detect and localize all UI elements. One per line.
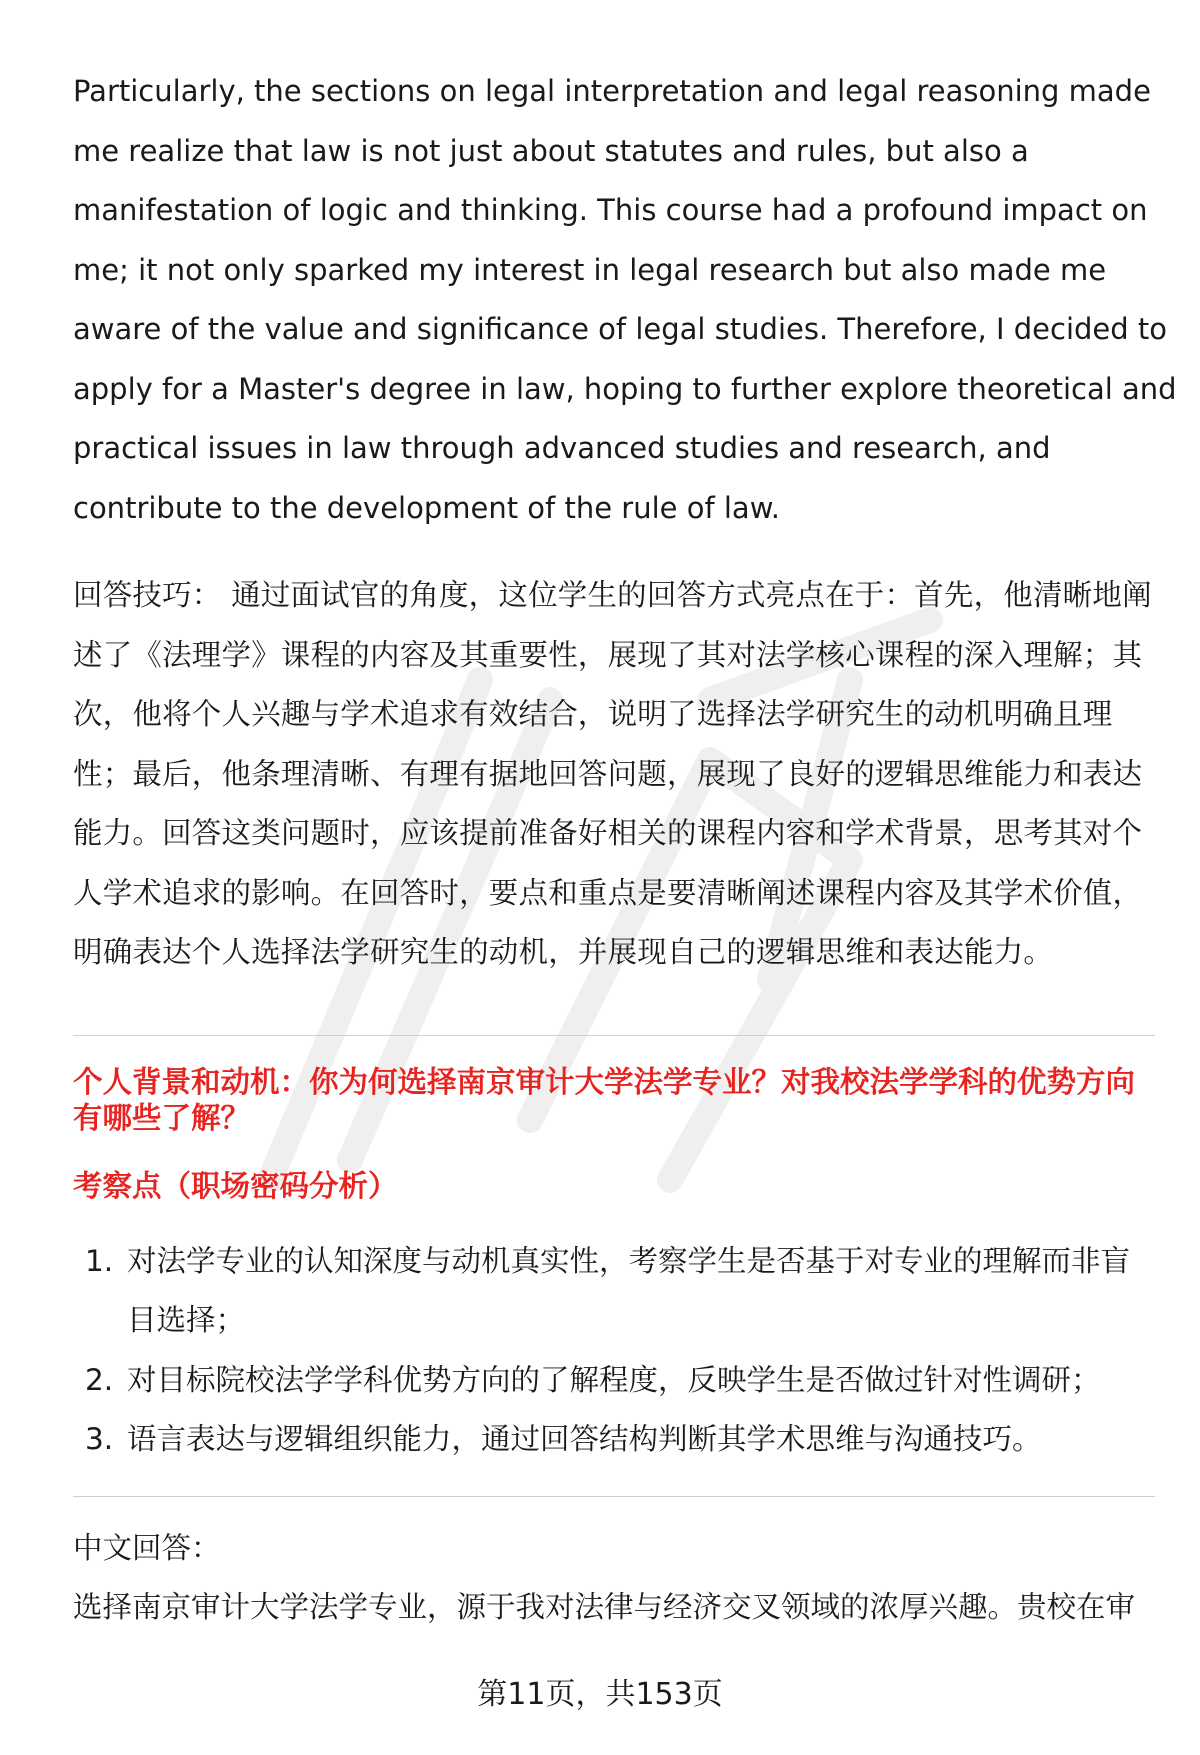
assessment-points-list (73, 1232, 1155, 1470)
document-page (73, 62, 1177, 1638)
list-item-text: 语言表达与逻辑组织能力，通过回答结构判断其学术思维与沟通技巧。 (127, 1422, 1042, 1456)
english-line: aware of the value and significance of legal studies. Therefore, I decided to (73, 312, 1167, 346)
english-line: contribute to the development of the rule of law. (73, 490, 780, 525)
english-line: me realize that law is not just about statutes and rules, but also a (73, 133, 1029, 168)
list-item-number: 2. (85, 1362, 114, 1397)
list-item-text: 目选择； (127, 1303, 246, 1337)
assessment-subtitle: 考察点（职场密码分析） (73, 1168, 398, 1203)
tips-line: 明确表达个人选择法学研究生的动机，并展现自己的逻辑思维和表达能力。 (73, 935, 1054, 969)
tips-line: 性；最后，他条理清晰、有理有据地回答问题，展现了良好的逻辑思维能力和表达 (73, 756, 1143, 791)
english-line: apply for a Master's degree in law, hoping to further explore theoretical and (73, 371, 1177, 406)
tips-line: 人学术追求的影响。在回答时，要点和重点是要清晰阐述课程内容及其学术价值， (73, 875, 1143, 910)
list-item-text: 对法学专业的认知深度与动机真实性，考察学生是否基于对专业的理解而非盲 (127, 1243, 1131, 1278)
tips-line: 能力。回答这类问题时，应该提前准备好相关的课程内容和学术背景，思考其对个 (73, 816, 1143, 850)
tips-line: 回答技巧： 通过面试官的角度，这位学生的回答方式亮点在于：首先，他清晰地阐 (73, 578, 1152, 612)
tips-line: 述了《法理学》课程的内容及其重要性，展现了其对法学核心课程的深入理解；其 (73, 637, 1143, 672)
english-line: manifestation of logic and thinking. This course had a profound impact on (73, 193, 1148, 227)
list-item-number: 3. (85, 1422, 114, 1456)
answer-label: 中文回答： (73, 1530, 221, 1565)
list-item-text: 对目标院校法学学科优势方向的了解程度，反映学生是否做过针对性调研； (127, 1362, 1101, 1397)
page-number: 第11页，共153页 (477, 1677, 723, 1712)
list-item (73, 1232, 1155, 1351)
tips-paragraph (73, 566, 1155, 983)
english-line: me; it not only sparked my interest in legal research but also made me (73, 252, 1107, 287)
list-item (73, 1410, 1155, 1470)
list-item-number: 1. (85, 1243, 114, 1278)
section-divider (73, 1496, 1155, 1497)
question-title-line: 个人背景和动机：你为何选择南京审计大学法学专业？对我校法学学科的优势方向 (73, 1064, 1136, 1099)
list-item (73, 1351, 1155, 1411)
section-divider (73, 1035, 1155, 1036)
english-line: Particularly, the sections on legal interpretation and legal reasoning made (73, 74, 1151, 108)
answer-text: 选择南京审计大学法学专业，源于我对法律与经济交叉领域的浓厚兴趣。贵校在审 (73, 1590, 1136, 1624)
question-title-line: 有哪些了解？ (73, 1100, 251, 1135)
tips-line: 次，他将个人兴趣与学术追求有效结合，说明了选择法学研究生的动机明确且理 (73, 697, 1113, 731)
question-title (73, 1064, 1155, 1136)
english-line: practical issues in law through advanced studies and research, and (73, 431, 1051, 465)
english-paragraph (73, 62, 1177, 538)
